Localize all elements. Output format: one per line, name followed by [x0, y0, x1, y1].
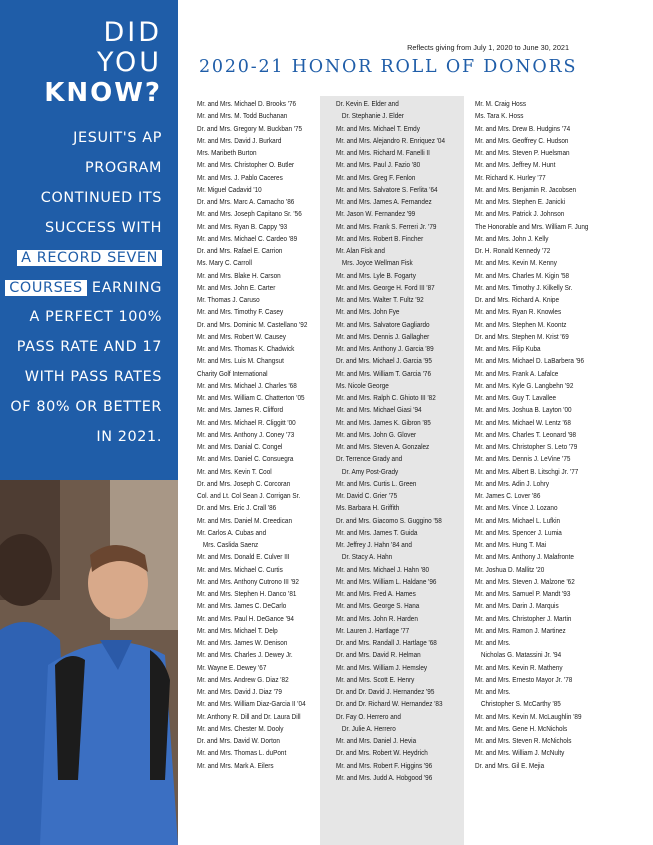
fact-line: [0, 393, 162, 423]
donor-entry: Mr. and Mrs. Michael D. Brooks '76: [197, 99, 297, 108]
donor-entry: Mr. and Mrs. Michael C. Curtis: [197, 564, 283, 574]
donor-entry: Mr. and Mrs. Anthony J. Coney '73: [197, 429, 295, 439]
donor-entry: Mr. and Mrs. Chester M. Dooly: [197, 723, 284, 733]
donor-entry: Mr. and Mrs. John E. Carter: [197, 282, 276, 292]
donor-entry: Mr. and Mrs. Kevin R. Matheny: [475, 662, 563, 672]
donor-entry: Mr. and Mrs. Charles J. Dewey Jr.: [197, 650, 293, 660]
fact-text: JESUIT'S AP: [73, 130, 162, 146]
donor-entry: Dr. Stacy A. Hahn: [341, 552, 393, 562]
donor-entry: Mr. and Mrs. Thomas K. Chadwick: [197, 344, 295, 353]
donor-entry: Mr. M. Craig Hoss: [475, 99, 527, 108]
donor-entry: Mr. and Mrs. James K. Gibron '85: [336, 417, 431, 427]
donor-entry: Mr. and Mrs. Paul H. DeGance '94: [197, 613, 294, 623]
donor-entry: Mr. and Mrs. Darin J. Marquis: [475, 601, 559, 611]
donor-entry: Mr. and Mrs. Steven R. McNichols: [475, 736, 572, 745]
donor-entry: Mr. Richard K. Hurley '77: [475, 172, 546, 182]
fact-highlight: COURSES: [5, 280, 86, 296]
did-you-know-heading: [44, 18, 162, 108]
donor-entry: Dr. and Mrs. Eric J. Crall '86: [197, 503, 277, 513]
fact-line: [0, 363, 162, 393]
donor-entry: Mr. and Mrs. Daniel C. Consuegra: [197, 454, 294, 464]
did-you-know-panel: [0, 0, 178, 480]
donor-entry: Dr. H. Ronald Kennedy '72: [475, 246, 551, 255]
donor-entry: Mr. and Mrs. Dennis J. LeVine '75: [475, 454, 571, 464]
donor-entry: Mr. and Mrs. Joseph Capitano Sr. '56: [197, 209, 302, 219]
donor-entry: Mr. and Mrs. Timothy J. Kilkelly Sr.: [475, 282, 573, 292]
donor-entry: Mr. and Mrs. David J. Diaz '79: [197, 687, 282, 696]
fact-text: A PERFECT 100%: [29, 309, 162, 326]
donor-entry: Mr. and Mrs. Ryan R. Knowles: [475, 307, 562, 317]
donor-entry: Mr. and Mrs. Robert F. Higgins '96: [336, 760, 433, 770]
donor-entry: Mr. and Mrs. Andrew G. Diaz '82: [197, 674, 289, 684]
donor-entry: Mr. and Mrs. Judd A. Hobgood '96: [336, 772, 433, 782]
fact-text: WITH PASS RATES: [24, 369, 162, 386]
ap-program-fact: [0, 124, 162, 453]
donor-entry: Mrs. Maribeth Burton: [197, 148, 257, 157]
fact-text: SUCCESS WITH: [45, 219, 162, 236]
fact-line: [0, 423, 162, 453]
donor-entry: Ms. Mary C. Carroll: [197, 258, 252, 268]
donor-entry: Mr. and Mrs. Benjamin R. Jacobsen: [475, 184, 577, 194]
donor-entry: Mr. and Mrs. Greg F. Fenlon: [336, 172, 416, 182]
donor-entry: Mr. and Mrs. Michael D. LaBarbera '96: [475, 356, 585, 366]
donor-entry: Mr. and Mrs. Mark A. Eilers: [197, 760, 274, 770]
donor-entry: Mr. and Mrs. Blake H. Carson: [197, 270, 281, 280]
donor-entry: Mr. and Mrs. Lyle B. Fogarty: [336, 270, 416, 280]
donor-entry: Mr. and Mrs. Adin J. Lohry: [475, 478, 550, 488]
donor-entry: Mr. and Mrs. Ernesto Mayor Jr. '78: [475, 674, 573, 684]
donor-entry: Mr. and Mrs. Paul J. Fazio '80: [336, 160, 421, 170]
donor-entry: Mr. and Mrs. James A. Fernandez: [336, 197, 432, 206]
donor-entry: Mr. and Mrs. Charles T. Leonard '98: [475, 429, 577, 439]
donor-entry: Mr. and Mrs. Salvatore S. Ferlita '64: [336, 184, 438, 194]
donor-entry: Mr. and Mrs. John G. Glover: [336, 429, 417, 439]
fact-line: [0, 124, 162, 154]
students-illustration: [0, 480, 178, 845]
donor-entry: Christopher S. McCarthy '85: [480, 699, 561, 709]
fact-text: IN 2021.: [96, 429, 162, 446]
donor-entry: Mr. and Mrs. William Diaz-Garcia II '04: [197, 699, 306, 709]
donor-entry: Dr. and Mrs. Richard A. Knipe: [475, 295, 560, 304]
donor-entry: Mr. and Mrs.: [475, 638, 511, 647]
donor-entry: Dr. and Mrs. Stephen M. Krist '69: [475, 331, 569, 341]
donor-entry: Mr. David C. Grier '75: [336, 491, 398, 500]
donor-entry: Mr. and Mrs. Curtis L. Green: [336, 478, 417, 488]
donor-entry: Mr. and Mrs. Drew B. Hudgins '74: [475, 123, 571, 133]
donor-entry: Mr. and Mrs. James C. DeCarlo: [197, 601, 287, 611]
donor-entry: Dr. Julie A. Herrero: [341, 723, 396, 733]
donor-entry: Mr. and Mrs. Richard M. Fanelli II: [336, 148, 430, 157]
students-photo: [0, 480, 178, 845]
donor-entry: Nicholas G. Matassini Jr. '94: [480, 650, 562, 660]
donor-entry: Mr. and Mrs. J. Pablo Caceres: [197, 172, 283, 182]
donor-entry: Mr. and Mrs. Stephen E. Janicki: [475, 197, 566, 206]
donor-entry: Mr. and Mrs. James T. Guida: [336, 527, 418, 537]
donor-entry: Mr. and Mrs. Kevin M. McLaughlin '89: [475, 711, 582, 721]
donor-entry: Dr. Amy Post-Grady: [341, 466, 399, 476]
donor-column-3: [475, 98, 588, 772]
donor-entry: Mr. and Mrs. Samuel P. Mandt '93: [475, 589, 571, 598]
donor-entry: Mr. Thomas J. Caruso: [197, 295, 260, 304]
donor-entry: Mr. and Mrs. Joshua B. Layton '00: [475, 405, 572, 415]
donor-entry: Mr. and Mrs. Thomas L. duPont: [197, 748, 287, 758]
donor-entry: Dr. Fay O. Herrero and: [336, 711, 401, 721]
donor-entry: Mr. and Mrs. Michael J. Hahn '80: [336, 564, 430, 574]
donor-entry: Ms. Barbara H. Griffith: [336, 503, 400, 513]
fact-text: CONTINUED ITS: [40, 189, 162, 206]
donor-entry: Dr. and Mrs. David W. Dorton: [197, 736, 280, 745]
donor-entry: Mr. and Mrs. Michael Giasi '94: [336, 405, 422, 415]
donor-entry: Mr. and Mrs. Spencer J. Lumia: [475, 527, 562, 537]
donor-entry: Mr. and Mrs. Christopher O. Butler: [197, 160, 295, 170]
donor-entry: Mr. and Mrs. Timothy F. Casey: [197, 307, 284, 317]
donor-entry: Dr. and Dr. Richard W. Hernandez '83: [336, 699, 443, 709]
donor-entry: Ms. Tara K. Hoss: [475, 111, 524, 121]
donor-entry: Mr. and Mrs. Kyle G. Langbehn '92: [475, 380, 574, 390]
donor-entry: Mr. and Mrs. Fred A. Hames: [336, 589, 416, 598]
donor-entry: Dr. and Dr. David J. Hernandez '95: [336, 687, 435, 696]
donor-entry: Mr. and Mrs. Frank S. Ferreri Jr. '79: [336, 221, 437, 231]
fact-line: [0, 184, 162, 214]
donor-entry: Mr. and Mrs. Daniel M. Creedican: [197, 515, 293, 525]
donor-entry: Mr. and Mrs. Ryan B. Cappy '93: [197, 221, 288, 231]
donor-entry: Mr. and Mrs. Patrick J. Johnson: [475, 209, 565, 219]
donor-entry: Dr. Terrence Grady and: [336, 454, 403, 464]
donor-entry: Mr. and Mrs. Geoffrey C. Hudson: [475, 135, 569, 145]
donor-entry: Dr. and Mrs. Giacomo S. Guggino '58: [336, 515, 442, 525]
donor-entry: Dr. and Mrs. Rafael E. Carrion: [197, 246, 283, 255]
donor-entry: Mr. and Mrs. Christopher J. Martin: [475, 613, 572, 623]
fact-text: EARNING: [86, 279, 162, 296]
fact-line: [0, 274, 162, 304]
donor-entry: Mr. and Mrs. Christopher S. Leto '79: [475, 442, 578, 451]
donor-entry: Mr. and Mrs. Dennis J. Gallagher: [336, 331, 430, 341]
donor-entry: Mr. and Mrs. George H. Ford III '87: [336, 282, 435, 292]
donor-entry: Mr. and Mrs. William J. Hemsley: [336, 662, 428, 672]
heading-did: DID: [103, 17, 162, 48]
donor-entry: Mr. and Mrs. Stephen M. Koontz: [475, 319, 567, 329]
donor-entry: Mr. and Mrs. Gene H. McNichols: [475, 723, 568, 733]
donor-entry: Mr. and Mrs. John Fye: [336, 307, 400, 317]
giving-period-note: Reflects giving from July 1, 2020 to June 30, 2021: [407, 43, 569, 52]
donor-entry: Mr. and Mrs. Luis M. Changsut: [197, 356, 284, 366]
donor-entry: Ms. Nicole George: [336, 380, 389, 390]
donor-entry: Mr. and Mrs. James R. Clifford: [197, 405, 284, 415]
donor-entry: Mr. and Mrs. Salvatore Gagliardo: [336, 319, 430, 329]
donor-entry: Mr. and Mrs. Steven A. Gonzalez: [336, 442, 430, 451]
donor-entry: Mr. and Mrs. Robert W. Causey: [197, 331, 286, 341]
donor-entry: Mr. Miguel Cadavid '10: [197, 184, 262, 194]
donor-entry: Dr. and Mrs. Gil E. Mejia: [475, 760, 545, 770]
donor-entry: Mr. and Mrs. James W. Denison: [197, 638, 288, 647]
fact-line: [0, 214, 162, 244]
fact-text: PROGRAM: [84, 159, 162, 176]
fact-text: OF 80% OR BETTER: [10, 399, 162, 416]
donor-entry: Dr. and Mrs. Marc A. Camacho '86: [197, 197, 295, 206]
donor-entry: Mr. and Mrs. Michael T. Emdy: [336, 123, 420, 133]
donor-entry: Mr. and Mrs. George S. Hana: [336, 601, 420, 611]
donor-entry: Mr. Joshua D. Mallitz '20: [475, 564, 545, 574]
donor-entry: Mr. and Mrs. Steven J. Malzone '62: [475, 576, 575, 586]
donor-entry: Col. and Lt. Col Sean J. Corrigan Sr.: [197, 491, 301, 500]
donor-entry: Mr. and Mrs. Stephen H. Danco '81: [197, 589, 297, 598]
donor-entry: Dr. and Mrs. David R. Helman: [336, 650, 421, 660]
donor-entry: Mr. and Mrs. Vince J. Lozano: [475, 503, 558, 513]
donor-entry: Mr. and Mrs. Danial C. Congel: [197, 442, 283, 451]
donor-entry: Mr. and Mrs. M. Todd Buchanan: [197, 111, 288, 121]
donor-entry: Mr. Jason W. Fernandez '99: [336, 209, 416, 219]
donor-column-1: [197, 98, 307, 772]
donor-entry: Mr. and Mrs. Michael R. Cliggitt '00: [197, 417, 296, 427]
donor-entry: Mr. and Mrs. Kevin T. Cool: [197, 466, 272, 476]
donor-entry: Mr. and Mrs. Alejandro R. Enriquez '04: [336, 135, 446, 145]
donor-entry: Dr. Stephanie J. Elder: [341, 111, 404, 121]
fact-line: [0, 333, 162, 363]
heading-you: YOU: [96, 47, 162, 78]
donor-entry: Mr. and Mrs. William T. Garcia '76: [336, 368, 432, 378]
donor-entry: Mrs. Caslida Saenz: [202, 540, 259, 549]
donor-entry: Mr. and Mrs. Steven P. Huelsman: [475, 148, 570, 157]
donor-entry: Mr. and Mrs. Michael L. Lufkin: [475, 515, 561, 525]
donor-entry: Mr. Alan Fisk and: [336, 246, 385, 255]
donor-entry: Mr. and Mrs. William C. Chatterton '05: [197, 393, 305, 402]
donor-entry: Dr. and Mrs. Gregory M. Buckban '75: [197, 123, 303, 133]
donor-entry: Mr. and Mrs. Anthony J. Garcia '89: [336, 344, 434, 353]
donor-entry: Mr. and Mrs. Frank A. Lafalce: [475, 368, 559, 378]
donor-entry: Mr. Anthony R. Dill and Dr. Laura Dill: [197, 711, 301, 721]
donor-entry: Mr. and Mrs. Anthony Cutrono III '92: [197, 576, 299, 586]
donor-entry: Mr. and Mrs. Scott E. Henry: [336, 674, 415, 684]
donor-entry: Mr. and Mrs. Ramon J. Martinez: [475, 625, 566, 635]
donor-entry: Mr. James C. Lover '86: [475, 491, 541, 500]
page-title: 2020-21 HONOR ROLL OF DONORS: [199, 57, 578, 77]
donor-entry: Mr. and Mrs. Kevin M. Kenny: [475, 258, 557, 268]
donor-entry: Mr. Jeffrey J. Hahn '84 and: [336, 540, 412, 549]
fact-line: [0, 154, 162, 184]
donor-entry: Mr. and Mrs. Robert B. Fincher: [336, 233, 424, 243]
donor-entry: Mr. and Mrs. Michael T. Delp: [197, 625, 278, 635]
donor-entry: Dr. and Mrs. Michael J. Garcia '95: [336, 356, 432, 366]
fact-highlight: A RECORD SEVEN: [17, 250, 162, 266]
fact-line: [0, 303, 162, 333]
donor-entry: Mr. Lauren J. Hartlage '77: [336, 625, 410, 635]
donor-entry: Mr. and Mrs. Michael W. Lentz '68: [475, 417, 571, 427]
fact-text: PASS RATE AND 17: [16, 339, 162, 356]
donor-entry: Mr. Carlos A. Cubas and: [197, 527, 267, 537]
donor-entry: Mr. and Mrs. Michael C. Cardeo '89: [197, 233, 298, 243]
donor-entry: Mr. and Mrs. John J. Kelly: [475, 233, 549, 243]
donor-entry: Mr. and Mrs. Jeffrey M. Hunt: [475, 160, 556, 170]
donor-entry: Charity Golf International: [197, 368, 268, 378]
donor-entry: Mr. and Mrs. John R. Harden: [336, 613, 418, 623]
donor-entry: Dr. and Mrs. Joseph C. Corcoran: [197, 478, 291, 488]
donor-entry: Dr. and Mrs. Robert W. Heydrich: [336, 748, 428, 758]
donor-entry: Mr. and Mrs. William J. McNulty: [475, 748, 565, 758]
donor-entry: Mr. and Mrs. Daniel J. Hevia: [336, 736, 417, 745]
donor-entry: Mr. and Mrs. Filip Kuba: [475, 344, 541, 353]
donor-entry: Mr. and Mrs. Charles M. Kigin '58: [475, 270, 570, 280]
donor-entry: Mr. and Mrs. Ralph C. Ghioto III '82: [336, 393, 436, 402]
donor-entry: Mr. and Mrs. David J. Burkard: [197, 135, 282, 145]
donor-entry: Mr. and Mrs. Donald E. Culver III: [197, 552, 290, 562]
donor-entry: Dr. and Mrs. Dominic M. Castellano '92: [197, 319, 308, 329]
donor-entry: The Honorable and Mrs. William F. Jung: [475, 221, 589, 231]
donor-entry: Dr. Kevin E. Elder and: [336, 99, 399, 108]
donor-entry: Mr. and Mrs. William L. Haldane '96: [336, 576, 437, 586]
donor-entry: Mr. and Mrs. Michael J. Charles '68: [197, 380, 297, 390]
donor-entry: Mr. and Mrs. Guy T. Lavallee: [475, 393, 557, 402]
donor-entry: Mr. and Mrs. Hung T. Mai: [475, 540, 547, 549]
donor-column-2: [336, 98, 445, 784]
donor-entry: Mr. and Mrs. Albert B. Litschgi Jr. '77: [475, 466, 579, 476]
donor-entry: Mrs. Joyce Wellman Fisk: [341, 258, 413, 268]
fact-line: [0, 244, 162, 274]
donor-entry: Mr. and Mrs. Walter T. Fultz '92: [336, 295, 424, 304]
donor-entry: Mr. Wayne E. Dewey '67: [197, 662, 267, 672]
heading-know: KNOW?: [44, 78, 162, 108]
donor-entry: Mr. and Mrs. Anthony J. Malafronte: [475, 552, 574, 562]
donor-entry: Dr. and Mrs. Randall J. Hartlage '68: [336, 638, 437, 647]
donor-entry: Mr. and Mrs.: [475, 687, 511, 696]
